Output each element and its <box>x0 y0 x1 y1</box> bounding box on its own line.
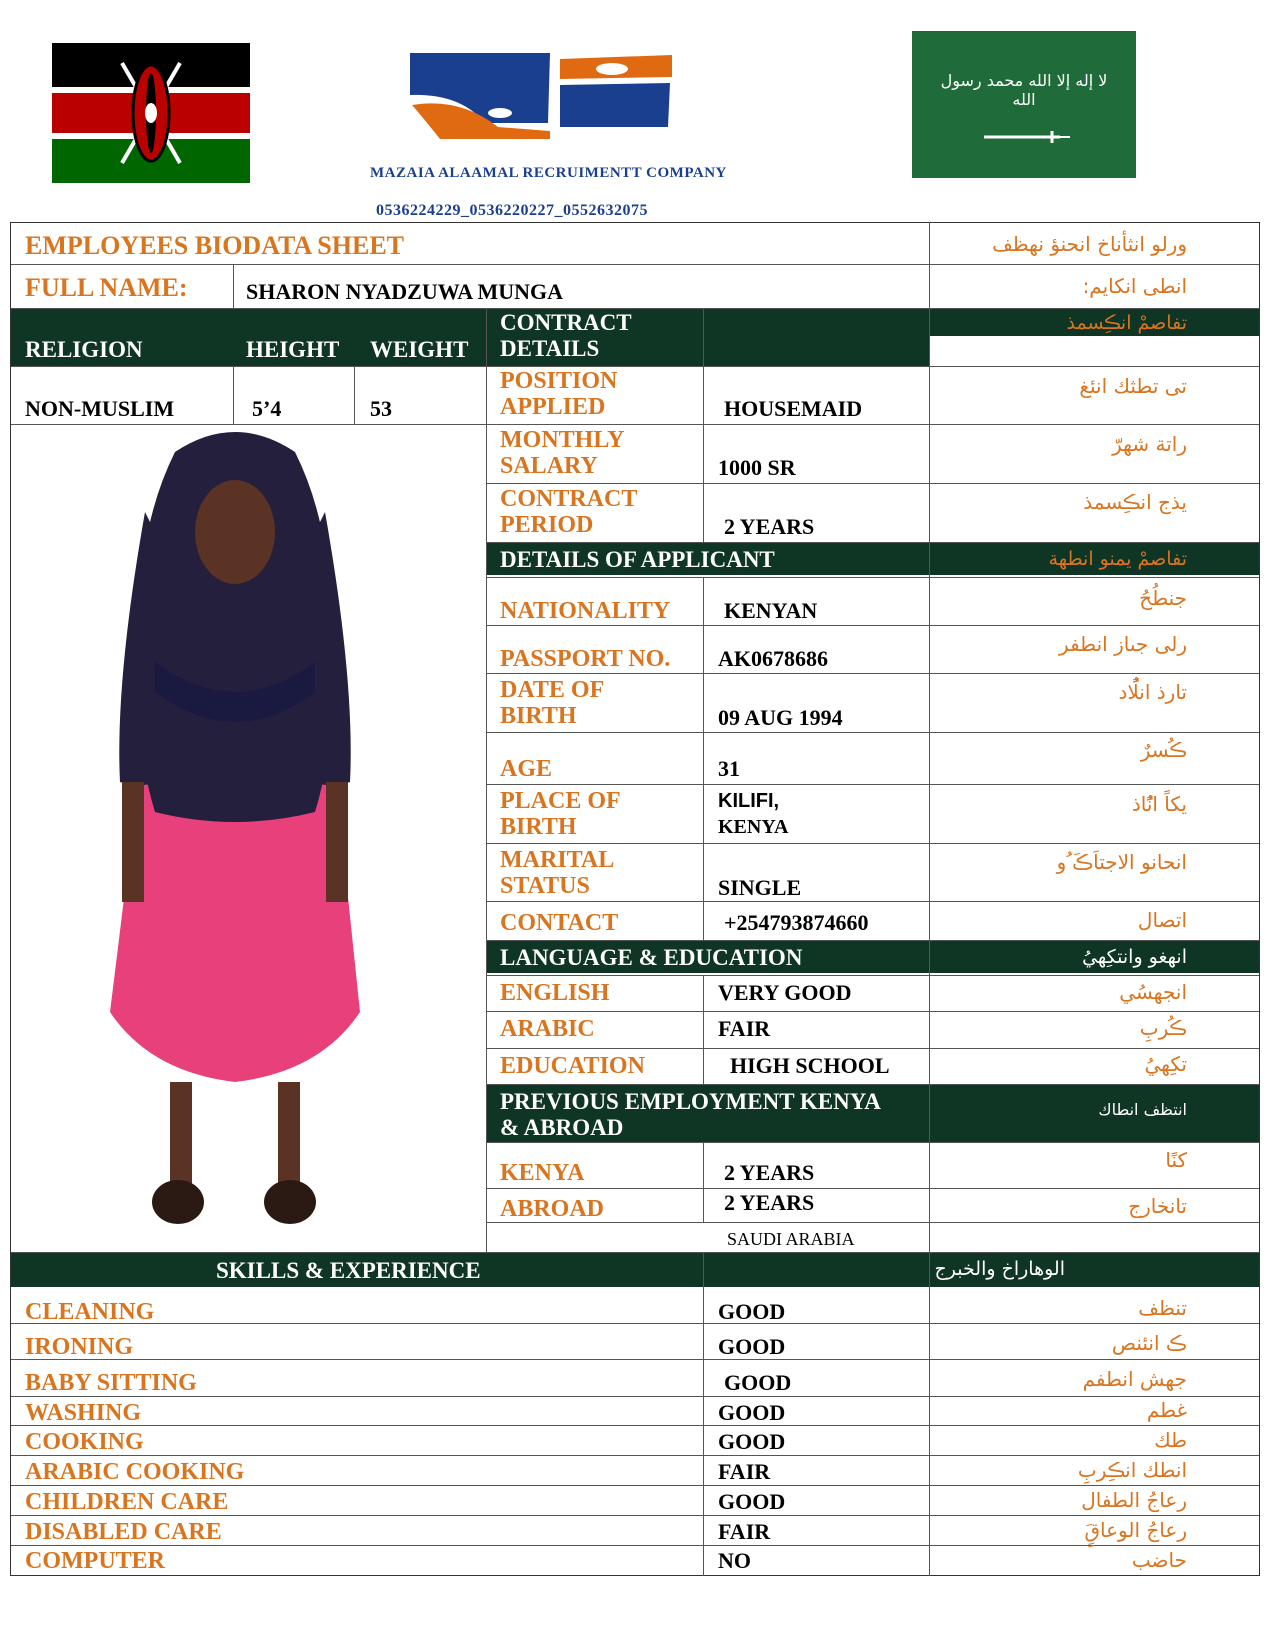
abroad-label: ABROAD <box>500 1196 605 1222</box>
kenya-ar: كنًا <box>1165 1148 1187 1172</box>
previous-employment-ar: انتظف انطاك <box>1098 1100 1187 1119</box>
kenya-flag <box>52 43 250 183</box>
height-value: 5’4 <box>252 396 282 421</box>
age-value: 31 <box>718 756 740 781</box>
kenya-value: 2 YEARS <box>724 1160 815 1185</box>
skill-value: GOOD <box>718 1299 786 1324</box>
language-heading: LANGUAGE & EDUCATION <box>500 945 803 970</box>
applicant-heading: DETAILS OF APPLICANT <box>500 547 775 572</box>
skill-ar: تنظف <box>1138 1296 1187 1320</box>
abroad-value: 2 YEARS <box>724 1190 815 1215</box>
company-name: MAZAIA ALAAMAL RECRUIMENTT COMPANY <box>370 165 727 181</box>
contract-details-ar: تفاصمْ انڪِسمذ <box>1066 312 1187 334</box>
marital-label: MARITAL STATUS <box>500 847 615 899</box>
skill-value: FAIR <box>718 1519 771 1544</box>
passport-value: AK0678686 <box>718 646 828 671</box>
english-ar: انجهسُي <box>1119 980 1187 1004</box>
sheet-title: EMPLOYEES BIODATA SHEET <box>25 231 405 260</box>
skill-value: GOOD <box>718 1429 786 1454</box>
dob-label: DATE OF BIRTH <box>500 677 605 729</box>
full-name-ar: انطى انكايم: <box>1082 274 1187 298</box>
contact-value: +254793874660 <box>724 910 869 935</box>
english-label: ENGLISH <box>500 980 610 1006</box>
height-header: HEIGHT <box>246 337 340 362</box>
previous-employment-heading: PREVIOUS EMPLOYMENT KENYA & ABROAD <box>500 1089 881 1140</box>
skill-ar: ڪ انئنص <box>1111 1331 1187 1355</box>
skill-ar: طك <box>1154 1428 1187 1452</box>
period-ar: يذج انڪِسمذ <box>1083 490 1187 514</box>
skill-ar: انطك انڪِربِ <box>1077 1458 1187 1482</box>
religion-header: RELIGION <box>25 337 143 362</box>
skills-heading: SKILLS & EXPERIENCE <box>216 1258 481 1283</box>
company-logo <box>400 35 680 147</box>
skill-label: ARABIC COOKING <box>25 1459 245 1485</box>
position-value: HOUSEMAID <box>724 396 863 421</box>
abroad-country: SAUDI ARABIA <box>727 1229 855 1249</box>
skill-label: COOKING <box>25 1429 144 1455</box>
skill-ar: حاضب <box>1131 1548 1187 1572</box>
skill-value: NO <box>718 1548 751 1573</box>
abroad-ar: تانخارج <box>1128 1194 1187 1218</box>
education-value: HIGH SCHOOL <box>730 1053 890 1078</box>
skill-label: CLEANING <box>25 1299 155 1325</box>
skill-value: FAIR <box>718 1459 771 1484</box>
skill-label: BABY SITTING <box>25 1370 197 1396</box>
arabic-value: FAIR <box>718 1016 771 1041</box>
weight-header: WEIGHT <box>370 337 469 362</box>
arabic-label: ARABIC <box>500 1016 595 1042</box>
age-label: AGE <box>500 756 553 782</box>
skill-label: COMPUTER <box>25 1548 165 1574</box>
skill-ar: رعاجُ الطفال <box>1081 1488 1187 1512</box>
passport-ar: رلى جىاز انطفر <box>1059 632 1187 656</box>
dob-ar: تارذ انلًُاد <box>1118 680 1187 704</box>
skill-value: GOOD <box>724 1370 792 1395</box>
skill-ar: جهش انطفم <box>1082 1367 1187 1391</box>
dob-value: 09 AUG 1994 <box>718 705 843 730</box>
salary-value: 1000 SR <box>718 455 796 480</box>
sheet-title-ar: ورلو انثأناخ انحنؤ نهظف <box>992 232 1187 256</box>
nationality-ar: جنطُحُ <box>1139 586 1187 610</box>
skill-label: DISABLED CARE <box>25 1519 222 1545</box>
saudi-flag <box>912 31 1136 178</box>
full-name-value: SHARON NYADZUWA MUNGA <box>246 279 563 304</box>
company-phones: 0536224229_0536220227_0552632075 <box>376 202 648 219</box>
marital-value: SINGLE <box>718 875 802 900</box>
position-label: POSITION APPLIED <box>500 368 618 420</box>
passport-label: PASSPORT NO. <box>500 646 671 672</box>
period-label: CONTRACT PERIOD <box>500 486 638 538</box>
salary-label: MONTHLY SALARY <box>500 427 625 479</box>
contact-label: CONTACT <box>500 910 619 936</box>
salary-ar: راتة شهرّ <box>1112 432 1187 456</box>
period-value: 2 YEARS <box>724 514 815 539</box>
education-label: EDUCATION <box>500 1053 645 1079</box>
pob-label: PLACE OF BIRTH <box>500 788 621 840</box>
contact-ar: اتصال <box>1137 908 1187 932</box>
kenya-label: KENYA <box>500 1160 585 1186</box>
skill-label: IRONING <box>25 1334 134 1360</box>
pob-value: KILIFI, KENYA <box>718 790 789 838</box>
applicant-photo <box>110 432 360 1232</box>
skill-value: GOOD <box>718 1489 786 1514</box>
skill-ar: رعاجُ الوعاقٍَ <box>1084 1518 1187 1542</box>
arabic-ar: ڪُربِ <box>1139 1016 1187 1040</box>
skill-label: CHILDREN CARE <box>25 1489 229 1515</box>
skill-label: WASHING <box>25 1400 142 1426</box>
saudi-flag-inscription: لا إله إلا الله محمد رسول الله <box>940 71 1108 109</box>
skill-value: GOOD <box>718 1334 786 1359</box>
full-name-label: FULL NAME: <box>25 273 188 302</box>
education-ar: تكِهيُ <box>1144 1052 1187 1076</box>
marital-ar: انحانو الاجتاَڪَ ُو <box>1056 850 1187 874</box>
contract-details-heading: CONTRACT DETAILS <box>500 310 632 361</box>
skills-heading-ar: الوهاراخ والخبرج <box>934 1258 1065 1280</box>
english-value: VERY GOOD <box>718 980 852 1005</box>
skill-ar: غطم <box>1146 1398 1187 1422</box>
religion-value: NON-MUSLIM <box>25 396 175 421</box>
position-ar: تى تطثك انئغ <box>1079 374 1187 398</box>
applicant-heading-ar: تفاصمْ يمنو انطهة <box>1048 548 1187 570</box>
age-ar: ڪُسرٌ <box>1140 738 1187 762</box>
weight-value: 53 <box>370 396 392 421</box>
skill-value: GOOD <box>718 1400 786 1425</box>
pob-ar: يكاً انًُاذ <box>1131 792 1187 816</box>
language-heading-ar: انهغو وانتكِهيُ <box>1082 946 1187 968</box>
nationality-label: NATIONALITY <box>500 598 671 624</box>
nationality-value: KENYAN <box>724 598 818 623</box>
